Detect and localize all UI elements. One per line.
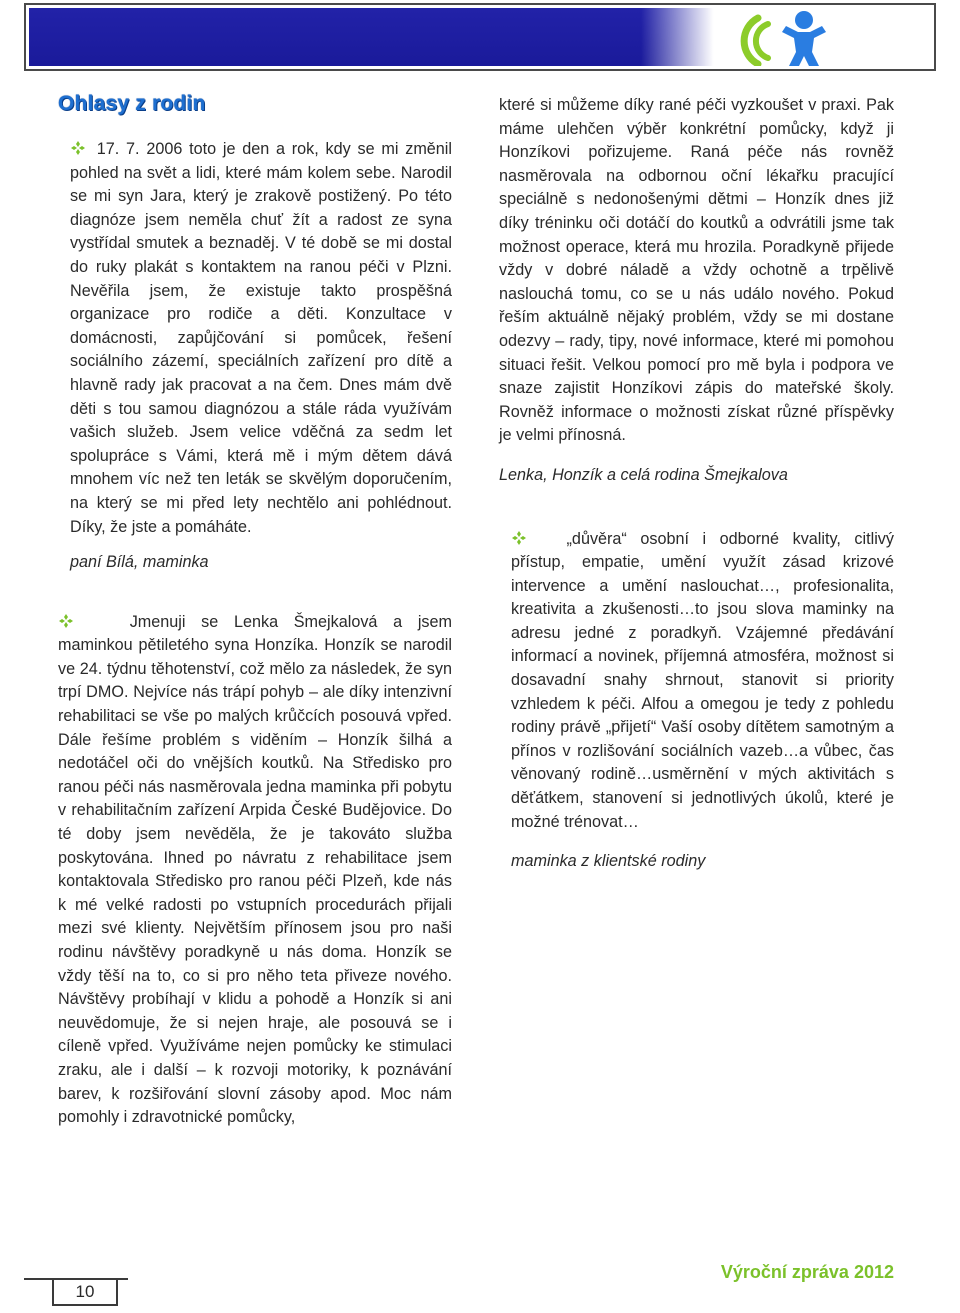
testimonial-3-text: „důvěra“ osobní i odborné kvality, citlivý přístup, empatie, umění využít zásad krizové intervence a umění naslouchat…, profesionalita, kreativita a zkušenosti…to jsou slova maminky na adresu jedné z poradkyň. Vzájemné předávání informací a novinek, příjemná atmosféra, možnost si dosavadní snahy shrnout, stanovit si priority vzhledem k péči. Alfou a omegou je tedy z pohledu rodiny právě „přijetí“ Vaší osoby dítětem samotným a přínos v rozlišování sociálních vazeb…a vůbec, čas věnovaný rodině…usměrnění v mých aktivitách s děťátkem, stanovení si jednotlivých úkolů, které je možné trénovat…: [511, 529, 894, 831]
testimonial-3: [499, 528, 894, 835]
logo-area: [641, 8, 931, 66]
testimonial-1-text: 17. 7. 2006 toto je den a rok, kdy se mi změnil pohled na svět a lidi, které mám kolem sebe. Narodil se mi syn Jara, který je zrakově postižený. Po této diagnóze jsem neměla chuť žít a radost ze syna vystřídal smutek a beznaděj. V té době se mi dostal do ruky plakát s kontaktem na ranou péči v Plzni. Nevěřila jsem, že existuje takto prospěšná organizace pro rodiče a děti. Konzultace v domácnosti, zapůjčování si pomůcek, řešení sociálního zázemí, speciálních zařízení pro dítě a hlavně rady jak pracovat a na čem. Dnes mám dvě děti s tou samou diagnózou a stále ráda využívám vašich služeb. Jsem velice vděčná za sedm let spolupráce s Vámi, která mě i mým dětem dává mnohem víc než ten leták se skvělým doporučením, na který se mi před lety nechtělo ani pohlédnout. Díky, že jste a pomáháte.: [70, 140, 452, 536]
testimonial-2-text: Jmenuji se Lenka Šmejkalová a jsem maminkou pětiletého syna Honzíka. Honzík se narodil ve 24. týdnu těhotenství, což mělo za následek, že syn trpí DMO. Nejvíce nás trápí pohyb – ale díky intenzivní rehabilitaci se vše po malých krůčcích posouvá vpřed. Dále řešíme problém s viděním – Honzík šilhá a nedotáčel oči do vnějších koutků. Na Středisko pro ranou péči nás nasměrovala jedna maminka při pobytu v rehabilitačním zařízení Arpida České Budějovice. Do té doby jsem nevěděla, že je takováto služba poskytována. Ihned po návratu z rehabilitace jsem kontaktovala Středisko pro ranou péči Plzeň, kde nás k mé velké radosti po vstupních procedurách přijali mezi své klienty. Největším přínosem jsou pro naši rodinu návštěvy poradkyně u nás doma. Honzík se vždy těší na to, co si pro něho teta přiveze nového. Návštěvy probíhají v klidu a pohodě a Honzík si ani neuvědomuje, že si nejen hraje, ale posouvá se i cíleně vpřed. Využíváme nejen pomůcky ke stimulaci zraku, ale i další – k rozvoji motoriky, k poznávání barev, k rozšiřování slovní zásoby apod. Moc nám pomohly i zdravotnické pomůcky,: [58, 612, 452, 1127]
testimonial-2-signature: Lenka, Honzík a celá rodina Šmejkalova: [499, 465, 788, 484]
page-number: 10: [52, 1278, 118, 1306]
testimonial-1: [58, 138, 452, 539]
four-diamond-bullet-icon: [70, 140, 86, 156]
testimonial-2-continued: které si můžeme díky rané péči vyzkoušet v praxi. Pak máme ulehčen výběr konkrétní pomůcky, když ji Honzíkovi pořizujeme. Raná péče nás rovněž nasměrovala na odbornou oční lékařku pracující speciálně s nedonošenými dětmi – Honzík dnes již díky tréninku oči dotáčí do koutků a odvrátili jsme tak možnost operace, která mu hrozila. Poradkyně přijede vždy v dobré náladě a vždy ochotně a trpělivě naslouchá tomu, co se u nás událo nového. Pokud řeším aktuálně nějaký problém, vždy se mi dostane odezvy – rady, tipy, nové informace, které mi pomohou situaci řešit. Velkou pomocí pro mě byla i podpora ve snaze zajistit Honzíkovi zápis do mateřské školy. Rovněž informace o možnosti získat různé příspěvky je velmi přínosná.: [499, 96, 894, 445]
four-diamond-bullet-icon: [58, 613, 74, 629]
testimonial-2: [58, 611, 452, 1130]
banner-fill: [29, 8, 931, 66]
four-diamond-bullet-icon: [511, 530, 527, 546]
right-column: [499, 94, 894, 874]
left-column: [58, 138, 452, 1130]
child-figure-logo-icon: [736, 8, 856, 66]
footer-report-title: Výroční zpráva 2012: [720, 1262, 894, 1282]
page-heading: Ohlasy z rodin: [58, 92, 206, 115]
testimonial-1-signature: paní Bílá, maminka: [70, 553, 209, 572]
header-banner: [24, 3, 936, 71]
testimonial-3-signature: maminka z klientské rodiny: [511, 852, 706, 871]
